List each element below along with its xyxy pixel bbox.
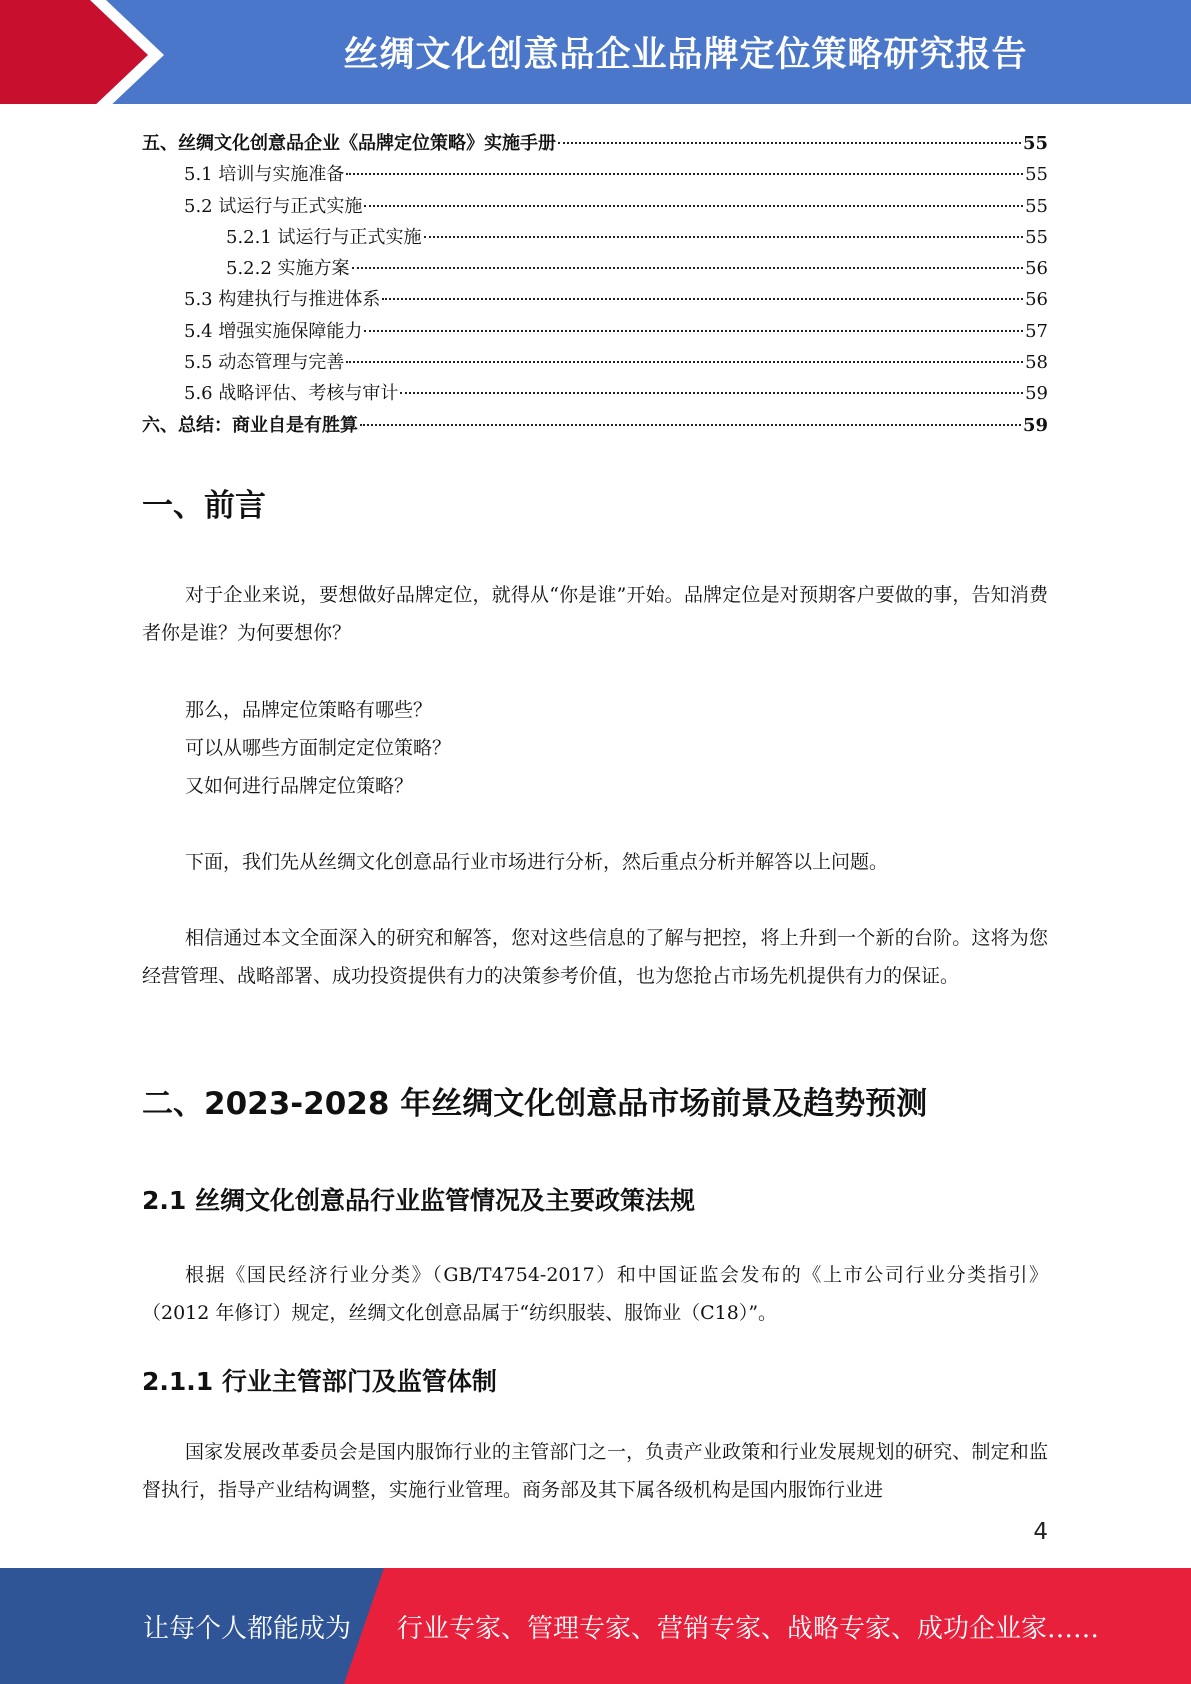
question-item: 那么，品牌定位策略有哪些？ (185, 699, 433, 721)
subsection-heading: 2.1 丝绸文化创意品行业监管情况及主要政策法规 (142, 1186, 695, 1215)
toc-leader-dots (382, 298, 1023, 300)
toc-leader-dots (352, 267, 1024, 269)
paragraph: 根据《国民经济行业分类》（GB/T4754-2017）和中国证监会发布的《上市公司行业分类指引》（2012 年修订）规定，丝绸文化创意品属于“纺织服装、服饰业（C18）”。 (142, 1264, 1048, 1324)
toc-leader-dots (558, 142, 1021, 144)
toc-entry-page: 59 (1022, 414, 1048, 436)
toc-leader-dots (400, 392, 1023, 394)
question-item: 可以从哪些方面制定定位策略？ (185, 737, 452, 759)
toc-entry[interactable] (142, 159, 1048, 190)
paragraph: 下面，我们先从丝绸文化创意品行业市场进行分析，然后重点分析并解答以上问题。 (185, 851, 889, 873)
toc-leader-dots (364, 330, 1023, 332)
toc-entry[interactable] (142, 316, 1048, 347)
toc-entry-title: 5.4 增强实施保障能力 (184, 320, 363, 342)
toc-entry[interactable] (142, 253, 1048, 284)
toc-entry[interactable] (142, 410, 1048, 441)
page-footer (0, 1568, 1191, 1684)
toc-entry-page: 55 (1025, 195, 1048, 217)
toc-entry[interactable] (142, 284, 1048, 315)
question-list (142, 691, 1048, 805)
paragraph: 国家发展改革委员会是国内服饰行业的主管部门之一，负责产业政策和行业发展规划的研究、制定和监督执行，指导产业结构调整，实施行业管理。商务部及其下属各级机构是国内服饰行业进 (142, 1441, 1048, 1501)
toc-entry[interactable] (142, 128, 1048, 159)
table-of-contents (142, 128, 1048, 441)
paragraph: 对于企业来说，要想做好品牌定位，就得从“你是谁”开始。品牌定位是对预期客户要做的事，告知消费者你是谁？为何要想你？ (142, 584, 1048, 644)
toc-entry-page: 55 (1025, 226, 1048, 248)
toc-entry-title: 5.2 试运行与正式实施 (184, 195, 363, 217)
paragraph: 相信通过本文全面深入的研究和解答，您对这些信息的了解与把控，将上升到一个新的台阶。这将为您经营管理、战略部署、成功投资提供有力的决策参考价值，也为您抢占市场先机提供有力的保证。 (142, 927, 1048, 987)
toc-entry-title: 5.5 动态管理与完善 (184, 352, 345, 374)
section-heading-market-outlook: 二、2023-2028 年丝绸文化创意品市场前景及趋势预测 (142, 1086, 928, 1122)
toc-entry-page: 59 (1025, 383, 1048, 405)
toc-entry-title: 五、丝绸文化创意品企业《品牌定位策略》实施手册 (142, 133, 556, 154)
subsubsection-heading: 2.1.1 行业主管部门及监管体制 (142, 1367, 497, 1396)
page-number: 4 (1033, 1519, 1048, 1545)
toc-entry-page: 55 (1025, 164, 1048, 186)
toc-entry-page: 58 (1025, 352, 1048, 374)
footer-slogan-left: 让每个人都能成为 (143, 1613, 352, 1644)
toc-leader-dots (346, 361, 1023, 363)
toc-leader-dots (424, 236, 1024, 238)
toc-entry[interactable] (142, 191, 1048, 222)
footer-slogan-right: 行业专家、管理专家、营销专家、战略专家、成功企业家…… (397, 1613, 1100, 1644)
toc-entry-page: 55 (1022, 133, 1048, 154)
question-item: 又如何进行品牌定位策略？ (185, 775, 414, 797)
toc-leader-dots (346, 173, 1023, 175)
toc-entry-page: 57 (1025, 320, 1048, 342)
report-title: 丝绸文化创意品企业品牌定位策略研究报告 (343, 35, 1028, 75)
toc-entry-title: 5.2.1 试运行与正式实施 (226, 226, 422, 248)
toc-entry[interactable] (142, 222, 1048, 253)
toc-entry-page: 56 (1025, 258, 1048, 280)
toc-entry-title: 5.2.2 实施方案 (226, 258, 350, 280)
toc-entry-title: 5.1 培训与实施准备 (184, 164, 345, 186)
toc-entry-title: 5.6 战略评估、考核与审计 (184, 383, 399, 405)
toc-entry-title: 六、总结：商业自是有胜算 (142, 414, 358, 436)
toc-entry-title: 5.3 构建执行与推进体系 (184, 289, 381, 311)
toc-leader-dots (360, 424, 1021, 426)
toc-entry[interactable] (142, 378, 1048, 409)
page-header (0, 0, 1191, 110)
toc-leader-dots (364, 205, 1023, 207)
toc-entry[interactable] (142, 347, 1048, 378)
toc-entry-page: 56 (1025, 289, 1048, 311)
section-heading-preface: 一、前言 (142, 488, 266, 524)
